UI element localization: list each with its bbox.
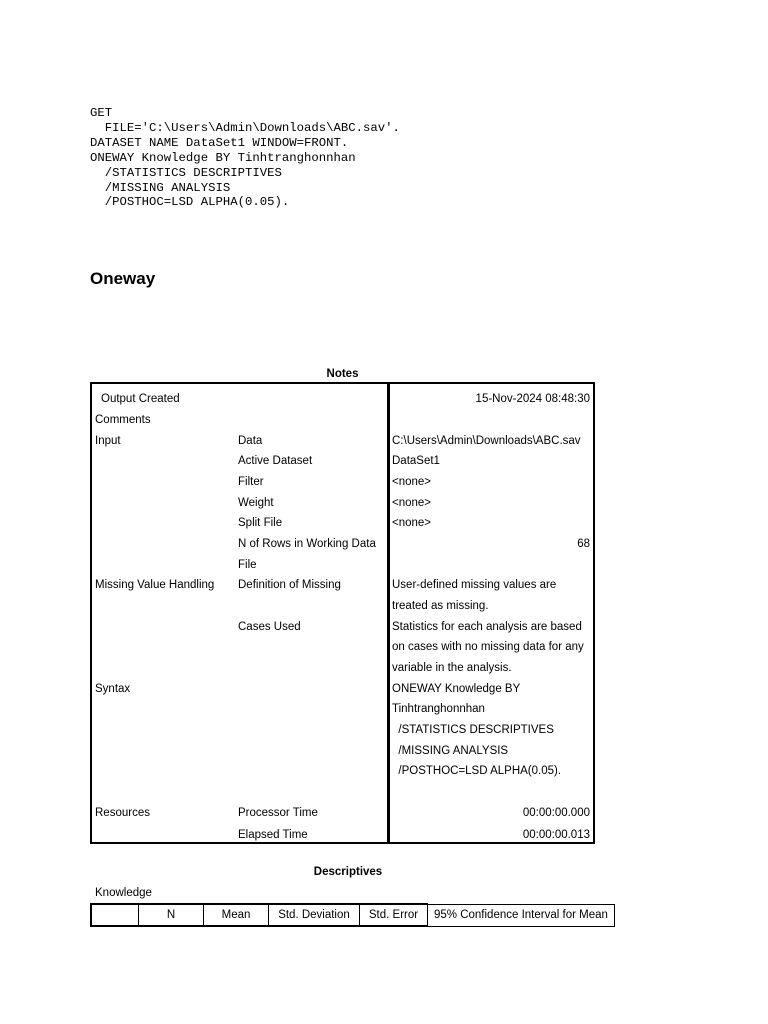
notes-cases-used-value-cont: variable in the analysis. <box>392 662 512 674</box>
notes-table <box>90 382 595 844</box>
notes-cases-used-value: Statistics for each analysis are based <box>392 621 582 633</box>
descriptives-variable-label: Knowledge <box>95 887 152 899</box>
syntax-block <box>90 106 400 210</box>
notes-column-divider <box>387 384 390 842</box>
notes-weight-label: Weight <box>238 497 274 509</box>
notes-output-created-label: Output Created <box>101 393 180 405</box>
notes-split-file-value: <none> <box>392 517 432 529</box>
descriptives-header-row <box>91 904 614 926</box>
notes-active-dataset-label: Active Dataset <box>238 455 313 467</box>
notes-definition-missing-value: User-defined missing values are <box>392 579 557 591</box>
notes-table-title: Notes <box>326 368 359 380</box>
notes-syntax-value-cont: Tinhtranghonnhan <box>392 703 485 715</box>
section-title: Oneway <box>90 269 156 288</box>
notes-syntax-value-cont: /STATISTICS DESCRIPTIVES <box>392 724 554 736</box>
notes-syntax-value-cont: /MISSING ANALYSIS <box>392 745 509 757</box>
descriptives-header-cell: 95% Confidence Interval for Mean <box>428 904 615 926</box>
syntax-line: FILE='C:\Users\Admin\Downloads\ABC.sav'. <box>90 120 400 135</box>
syntax-line: DATASET NAME DataSet1 WINDOW=FRONT. <box>90 135 349 150</box>
notes-weight-value: <none> <box>392 497 432 509</box>
notes-n-rows-label: N of Rows in Working Data <box>238 538 376 550</box>
descriptives-header-cell: Mean <box>204 904 269 926</box>
descriptives-header-cell: Std. Error <box>360 904 428 926</box>
notes-data-label: Data <box>238 435 263 447</box>
descriptives-table-title: Descriptives <box>313 866 383 878</box>
notes-cases-used-label: Cases Used <box>238 621 301 633</box>
descriptives-header-cell: Std. Deviation <box>269 904 360 926</box>
notes-syntax-value-cont: /POSTHOC=LSD ALPHA(0.05). <box>392 765 562 777</box>
notes-definition-missing-label: Definition of Missing <box>238 579 341 591</box>
notes-syntax-label: Syntax <box>95 683 131 695</box>
descriptives-table <box>90 903 615 927</box>
notes-filter-label: Filter <box>238 476 264 488</box>
syntax-line: /STATISTICS DESCRIPTIVES <box>90 165 282 180</box>
notes-n-rows-value: 68 <box>577 538 590 550</box>
syntax-line: GET <box>90 106 113 120</box>
descriptives-header-cell: N <box>139 904 204 926</box>
notes-output-created-value: 15-Nov-2024 08:48:30 <box>475 393 590 405</box>
notes-split-file-label: Split File <box>238 517 283 529</box>
syntax-line: ONEWAY Knowledge BY Tinhtranghonnhan <box>90 150 356 165</box>
notes-n-rows-label-cont: File <box>238 559 257 571</box>
notes-missing-handling-label: Missing Value Handling <box>95 579 215 591</box>
notes-definition-missing-value-cont: treated as missing. <box>392 600 489 612</box>
notes-processor-time-label: Processor Time <box>238 807 318 819</box>
notes-comments-label: Comments <box>95 414 151 426</box>
notes-elapsed-time-value: 00:00:00.013 <box>522 829 590 841</box>
notes-input-label: Input <box>95 435 121 447</box>
notes-resources-label: Resources <box>95 807 150 819</box>
syntax-line: /MISSING ANALYSIS <box>90 180 231 195</box>
notes-processor-time-value: 00:00:00.000 <box>522 807 590 819</box>
notes-syntax-value: ONEWAY Knowledge BY <box>392 683 521 695</box>
notes-filter-value: <none> <box>392 476 432 488</box>
notes-elapsed-time-label: Elapsed Time <box>238 829 308 841</box>
notes-data-value: C:\Users\Admin\Downloads\ABC.sav <box>392 435 581 447</box>
descriptives-header-cell <box>91 904 139 926</box>
syntax-line: /POSTHOC=LSD ALPHA(0.05). <box>90 195 290 210</box>
notes-cases-used-value-cont: on cases with no missing data for any <box>392 641 584 653</box>
notes-active-dataset-value: DataSet1 <box>392 455 440 467</box>
